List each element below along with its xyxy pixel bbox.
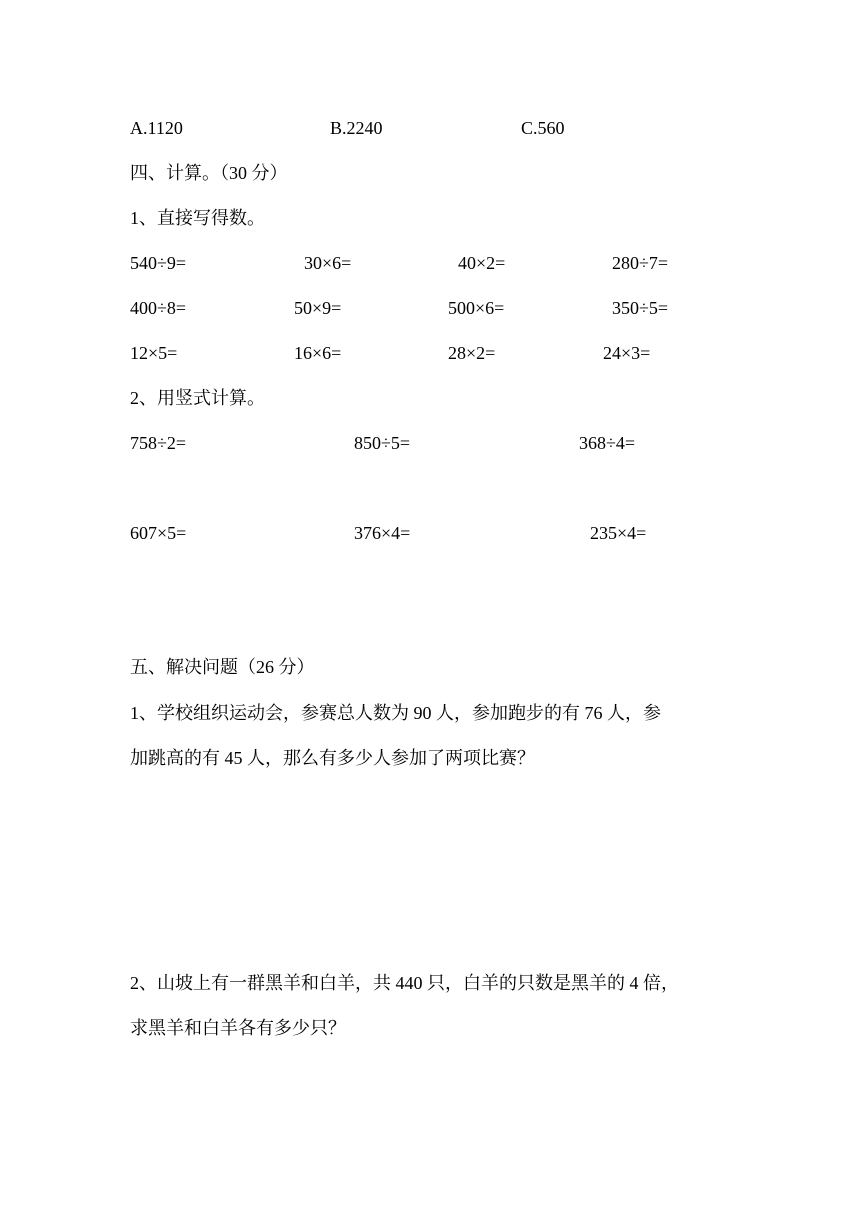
oral-calc-item: 350÷5=	[612, 298, 669, 318]
oral-calc-item: 50×9=	[294, 298, 342, 318]
section5-q2-line2: 求黑羊和白羊各有多少只？	[130, 1018, 346, 1038]
oral-calc-item: 400÷8=	[130, 298, 187, 318]
oral-calc-item: 540÷9=	[130, 253, 187, 273]
section5-heading: 五、解决问题（26 分）	[130, 657, 315, 677]
oral-calc-item: 16×6=	[294, 343, 342, 363]
option-b: B.2240	[330, 118, 383, 138]
section5-q1-line2: 加跳高的有 45 人，那么有多少人参加了两项比赛？	[130, 748, 535, 768]
section4-heading: 四、计算。（30 分）	[130, 163, 288, 183]
section4-q1-title: 1、直接写得数。	[130, 208, 265, 228]
oral-calc-item: 500×6=	[448, 298, 505, 318]
section5-q1-line1: 1、学校组织运动会，参赛总人数为 90 人，参加跑步的有 76 人，参	[130, 703, 661, 723]
vertical-calc-item: 758÷2=	[130, 433, 187, 453]
oral-calc-item: 24×3=	[603, 343, 651, 363]
oral-calc-item: 30×6=	[304, 253, 352, 273]
option-c: C.560	[521, 118, 565, 138]
oral-calc-item: 12×5=	[130, 343, 178, 363]
vertical-calc-item: 376×4=	[354, 523, 411, 543]
section4-q2-title: 2、用竖式计算。	[130, 388, 265, 408]
oral-calc-item: 40×2=	[458, 253, 506, 273]
vertical-calc-item: 368÷4=	[579, 433, 636, 453]
vertical-calc-item: 607×5=	[130, 523, 187, 543]
oral-calc-item: 28×2=	[448, 343, 496, 363]
option-a: A.1120	[130, 118, 183, 138]
oral-calc-item: 280÷7=	[612, 253, 669, 273]
section5-q2-line1: 2、山坡上有一群黑羊和白羊，共 440 只，白羊的只数是黑羊的 4 倍，	[130, 973, 679, 993]
vertical-calc-item: 235×4=	[590, 523, 647, 543]
vertical-calc-item: 850÷5=	[354, 433, 411, 453]
